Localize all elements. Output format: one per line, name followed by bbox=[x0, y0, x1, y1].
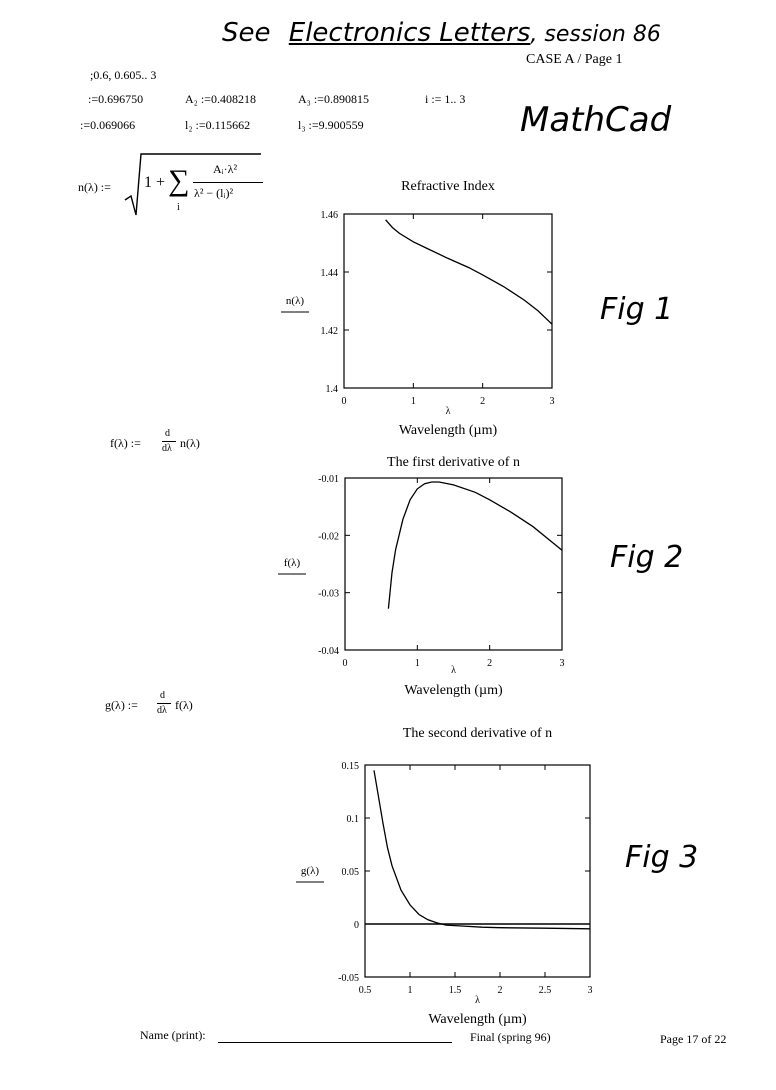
chart3-ytick-label: -0.05 bbox=[338, 973, 359, 984]
chart2-ytick-label: -0.04 bbox=[318, 646, 339, 657]
chart2-xtick-label: 1 bbox=[414, 658, 420, 669]
chart2-xlabel: Wavelength (µm) bbox=[404, 683, 503, 698]
chart3-ytick-label: 0.05 bbox=[341, 867, 359, 878]
chart3-plot-frame bbox=[365, 765, 590, 977]
case-label: CASE A / Page 1 bbox=[526, 52, 623, 67]
fig2-label: Fig 2 bbox=[610, 540, 684, 575]
title-session: , session 86 bbox=[530, 22, 661, 47]
name-label: Name (print): bbox=[140, 1028, 206, 1042]
i-range: i := 1.. 3 bbox=[425, 92, 466, 106]
n-lhs: n(λ) := bbox=[78, 180, 111, 194]
title-see: See bbox=[222, 18, 271, 48]
f-rhs: n(λ) bbox=[180, 436, 200, 450]
page-number: Page 17 of 22 bbox=[660, 1032, 727, 1046]
chart2-series-line bbox=[388, 482, 562, 609]
chart2-xtick-label: 0 bbox=[342, 658, 348, 669]
chart1-xtick-label: 2 bbox=[480, 396, 486, 407]
title-journal: Electronics Letters bbox=[288, 18, 531, 48]
chart1-ylabel: n(λ) bbox=[285, 295, 305, 307]
chart2-ytick-label: -0.03 bbox=[318, 588, 339, 600]
chart1-series-line bbox=[386, 220, 552, 324]
chart3-xtick-label: 1 bbox=[407, 985, 413, 996]
lambda-range: ;0.6, 0.605.. 3 bbox=[90, 68, 157, 82]
chart2-title: The first derivative of n bbox=[387, 455, 520, 470]
l1-value: :=0.069066 bbox=[80, 118, 136, 132]
name-line[interactable] bbox=[218, 1042, 452, 1043]
l2-value: l₂ :=0.115662 bbox=[185, 118, 251, 132]
g-dl: dλ bbox=[157, 705, 167, 716]
chart3-ylabel: g(λ) bbox=[300, 865, 320, 877]
chart3-xtick-label: 2 bbox=[497, 985, 503, 996]
l3-value: l₃ :=9.900559 bbox=[298, 118, 364, 132]
chart1-title: Refractive Index bbox=[401, 179, 495, 194]
chart2-xtick-label: 3 bbox=[559, 658, 565, 669]
n-one-plus: 1 + bbox=[144, 174, 166, 191]
chart3-xtick-label: 1.5 bbox=[448, 985, 462, 996]
chart1-xtick-label: 3 bbox=[549, 396, 555, 407]
chart3-xvar: λ bbox=[475, 995, 480, 1006]
chart1-ytick-label: 1.4 bbox=[325, 384, 338, 395]
chart1-plot-frame bbox=[344, 214, 552, 388]
chart2-xvar: λ bbox=[451, 665, 456, 676]
chart1-xvar: λ bbox=[445, 406, 451, 417]
sum-symbol: ∑ bbox=[168, 164, 190, 197]
chart3-xtick-label: 0.5 bbox=[358, 985, 372, 996]
mathcad-note: MathCad bbox=[520, 100, 672, 140]
chart3-title: The second derivative of n bbox=[402, 726, 553, 741]
chart3-xtick-label: 2.5 bbox=[538, 985, 552, 996]
fig1-label: Fig 1 bbox=[600, 292, 674, 327]
chart1-xtick-label: 0 bbox=[341, 396, 347, 407]
chart3-ytick-label: 0.1 bbox=[346, 814, 359, 825]
chart3-ytick-label: 0.15 bbox=[341, 761, 359, 772]
chart2-ylabel: f(λ) bbox=[283, 557, 301, 569]
fig3-label: Fig 3 bbox=[625, 840, 699, 875]
chart1-xlabel: Wavelength (µm) bbox=[398, 423, 498, 438]
chart1-ytick-label: 1.46 bbox=[320, 210, 338, 221]
chart1-xtick-label: 1 bbox=[410, 396, 416, 407]
g-rhs: f(λ) bbox=[175, 698, 193, 712]
a3-value: A₃ :=0.890815 bbox=[298, 92, 369, 106]
chart2-ytick-label: -0.01 bbox=[318, 474, 339, 485]
g-d: d bbox=[160, 690, 165, 701]
chart2-xtick-label: 2 bbox=[487, 658, 493, 669]
f-d: d bbox=[165, 428, 170, 439]
f-dl: dλ bbox=[162, 443, 172, 454]
a2-value: A₂ :=0.408218 bbox=[185, 92, 256, 106]
chart1-ytick-label: 1.44 bbox=[320, 268, 338, 279]
n-denominator: λ² − (lᵢ)² bbox=[194, 186, 234, 200]
chart1-ytick-label: 1.42 bbox=[320, 326, 338, 337]
sum-index: i bbox=[177, 202, 180, 213]
chart2-plot-frame bbox=[345, 478, 562, 650]
chart3-xtick-label: 3 bbox=[587, 985, 593, 996]
f-lhs: f(λ) := bbox=[110, 436, 141, 450]
final-label: Final (spring 96) bbox=[470, 1030, 551, 1044]
chart3-series-line bbox=[374, 770, 590, 929]
g-lhs: g(λ) := bbox=[105, 698, 138, 712]
chart2-ytick-label: -0.02 bbox=[318, 531, 339, 543]
n-numerator: Aᵢ·λ² bbox=[213, 162, 238, 176]
chart3-xlabel: Wavelength (µm) bbox=[428, 1012, 527, 1027]
chart3-ytick-label: 0 bbox=[354, 920, 359, 931]
a1-value: :=0.696750 bbox=[88, 92, 144, 106]
